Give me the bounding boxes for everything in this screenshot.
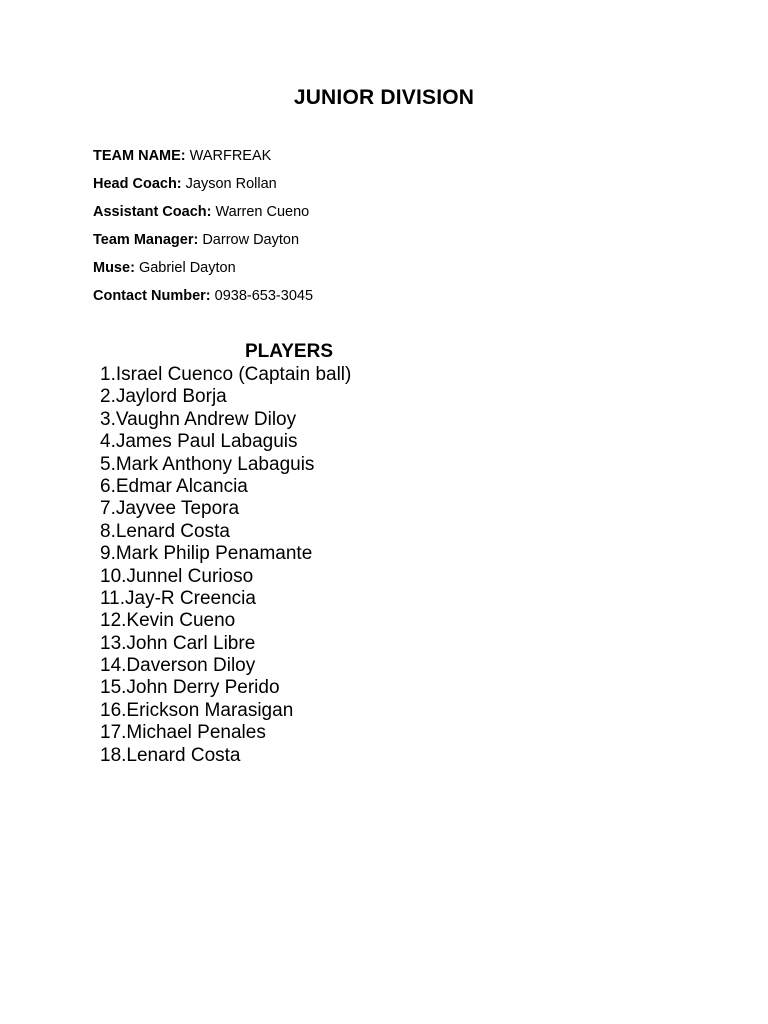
page-title: JUNIOR DIVISION (293, 86, 475, 109)
head-coach-row (93, 173, 313, 201)
muse-row (93, 257, 313, 285)
players-list (100, 364, 351, 767)
info-value: Warren Cueno (215, 204, 310, 220)
list-item: 15.John Derry Perido (100, 677, 280, 699)
list-item: 12.Kevin Cueno (100, 610, 236, 632)
info-label: Head Coach: (93, 176, 182, 192)
info-value: Jayson Rollan (185, 176, 277, 192)
list-item: 9.Mark Philip Penamante (100, 543, 313, 565)
list-item: 8.Lenard Costa (100, 520, 230, 542)
list-item: 6.Edmar Alcancia (100, 475, 248, 497)
info-value: Gabriel Dayton (138, 260, 236, 276)
team-name-row (93, 145, 313, 173)
list-item: 5.Mark Anthony Labaguis (100, 453, 315, 475)
team-manager-row (93, 229, 313, 257)
list-item: 7.Jayvee Tepora (100, 498, 240, 520)
list-item: 18.Lenard Costa (100, 744, 241, 766)
info-value: WARFREAK (189, 148, 272, 164)
info-label: Contact Number: (93, 288, 211, 304)
contact-number-row (93, 285, 313, 313)
list-item: 14.Daverson Diloy (100, 655, 256, 677)
players-heading: PLAYERS (245, 341, 333, 362)
list-item: 17.Michael Penales (100, 722, 266, 744)
list-item: 1.Israel Cuenco (Captain ball) (100, 364, 352, 385)
list-item: 4.James Paul Labaguis (100, 431, 298, 453)
info-label: Muse: (93, 260, 135, 276)
list-item: 13.John Carl Libre (100, 632, 256, 654)
list-item: 11.Jay-R Creencia (100, 587, 256, 609)
info-value: 0938-653-3045 (214, 288, 314, 304)
info-value: Darrow Dayton (202, 232, 300, 248)
assistant-coach-row (93, 201, 313, 229)
info-label: Assistant Coach: (93, 204, 212, 220)
list-item: 16.Erickson Marasigan (100, 699, 294, 721)
list-item: 2.Jaylord Borja (100, 386, 227, 408)
list-item: 3.Vaughn Andrew Diloy (100, 408, 297, 430)
list-item: 10.Junnel Curioso (100, 565, 254, 587)
team-info-list (93, 145, 313, 313)
info-label: Team Manager: (93, 232, 199, 248)
info-label: TEAM NAME: (93, 148, 186, 164)
